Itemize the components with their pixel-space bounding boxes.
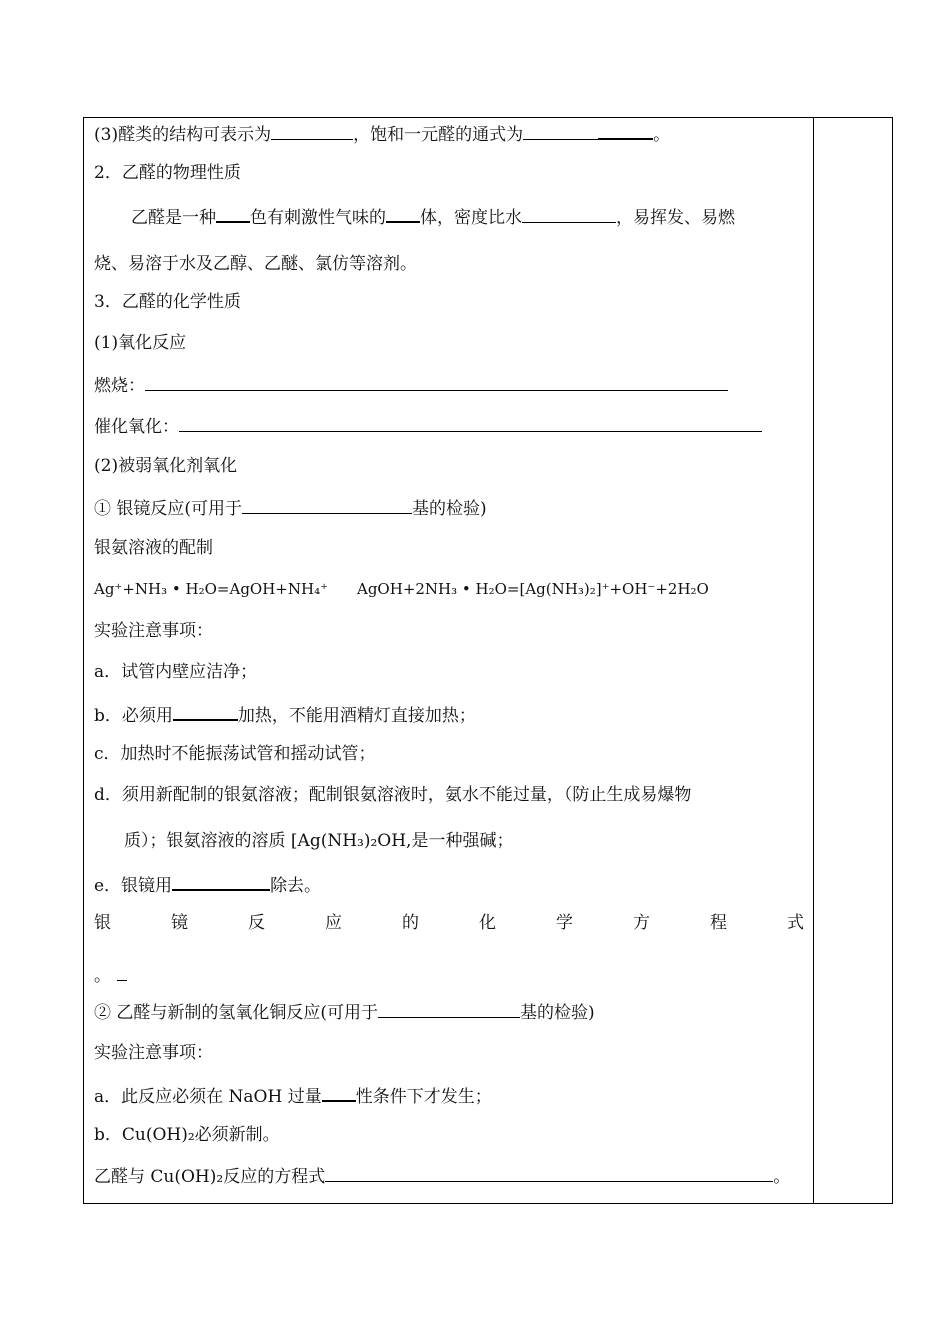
line-catalytic-oxidation: 催化氧化：	[94, 415, 762, 437]
table-column-divider	[813, 117, 814, 1204]
heading-weak-oxidant: (2)被弱氧化剂氧化	[94, 456, 238, 476]
note-a: a．试管内壁应洁净；	[94, 662, 258, 682]
note-c: c．加热时不能振荡试管和摇动试管；	[94, 744, 376, 764]
line-silver-mirror-end: 。	[94, 964, 127, 986]
note-cu-oh: b．Cu(OH)₂必须新制。	[94, 1125, 280, 1145]
blank-structure[interactable]	[271, 123, 353, 140]
line-combustion: 燃烧：	[94, 374, 728, 396]
line-physical-desc: 乙醛是一种 色有刺激性气味的 体，密度比水 ，易挥发、易燃	[131, 205, 735, 228]
note-naoh: a．此反应必须在 NaOH 过量 性条件下才发生；	[94, 1084, 492, 1107]
line-silver-mirror: ① 银镜反应(可用于 基的检验)	[94, 499, 487, 519]
heading-oxidation: (1)氧化反应	[94, 333, 187, 353]
blank-formula-1[interactable]	[523, 123, 598, 140]
blank-heating[interactable]	[173, 703, 238, 721]
blank-combustion[interactable]	[145, 374, 728, 391]
silver-mirror-equation-label: 银 镜 反 应 的 化 学 方 程 式	[94, 913, 804, 933]
worksheet-table	[83, 117, 893, 1204]
blank-state[interactable]	[386, 205, 420, 223]
line-solubility: 烧、易溶于水及乙醇、乙醚、氯仿等溶剂。	[94, 254, 417, 274]
heading-notes-1: 实验注意事项：	[94, 621, 213, 641]
equation-1: Ag⁺+NH₃ • H₂O=AgOH+NH₄⁺	[94, 580, 329, 598]
line-aldehyde-structure: (3)醛类的结构可表示为 ，饱和一元醛的通式为 。	[94, 122, 670, 145]
note-d: d．须用新配制的银氨溶液；配制银氨溶液时，氨水不能过量，（防止生成易爆物	[94, 785, 692, 805]
equation-2: AgOH+2NH₃ • H₂O=[Ag(NH₃)₂]⁺+OH⁻+2H₂O	[357, 580, 709, 598]
note-b: b．必须用 加热，不能用酒精灯直接加热；	[94, 703, 476, 726]
blank-catalytic-oxidation[interactable]	[179, 415, 762, 432]
blank-removal[interactable]	[172, 873, 270, 891]
heading-chemical-properties: 3．乙醛的化学性质	[94, 292, 241, 312]
blank-silver-mirror-equation[interactable]	[117, 964, 127, 981]
blank-silver-mirror-group[interactable]	[242, 497, 412, 514]
line-copper-equation: 乙醛与 Cu(OH)₂反应的方程式 。	[94, 1167, 791, 1187]
blank-color[interactable]	[216, 205, 250, 223]
heading-notes-2: 实验注意事项：	[94, 1043, 213, 1063]
blank-density[interactable]	[522, 206, 616, 223]
heading-silver-ammonia: 银氨溶液的配制	[94, 538, 213, 558]
line-copper-hydroxide: ② 乙醛与新制的氢氧化铜反应(可用于 基的检验)	[94, 1003, 595, 1023]
note-d-continued: 质）；银氨溶液的溶质 [Ag(NH₃)₂OH,是一种强碱；	[124, 831, 514, 851]
heading-physical-properties: 2．乙醛的物理性质	[94, 163, 241, 183]
note-e: e．银镜用 除去。	[94, 873, 321, 896]
blank-copper-group[interactable]	[378, 1001, 520, 1018]
blank-copper-equation[interactable]	[325, 1165, 773, 1182]
blank-condition[interactable]	[322, 1084, 356, 1102]
blank-formula-2[interactable]	[598, 122, 653, 140]
